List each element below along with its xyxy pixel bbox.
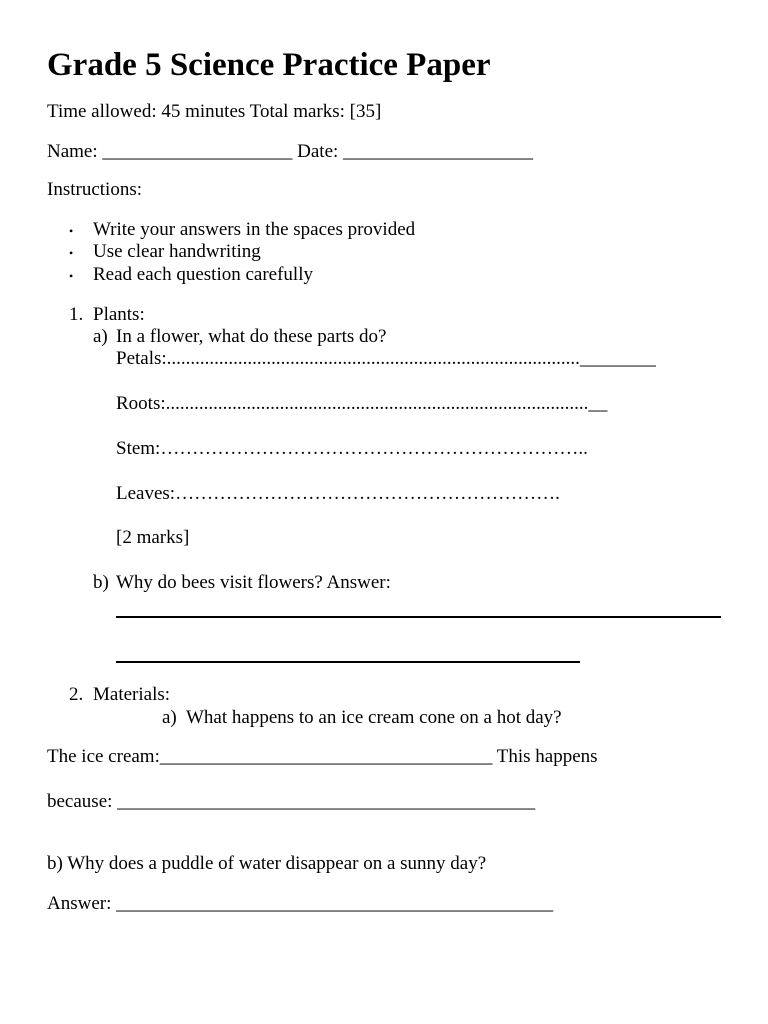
- instructions-heading: Instructions:: [47, 179, 142, 200]
- page-title: Grade 5 Science Practice Paper: [47, 47, 491, 83]
- name-date-line: Name: ____________________ Date: ____________________: [47, 141, 534, 162]
- petals-answer-line: Petals:.......................................................................................________: [116, 348, 656, 369]
- instruction-item: Read each question carefully: [93, 264, 313, 285]
- question-1b-text: Why do bees visit flowers? Answer:: [116, 572, 391, 593]
- roots-answer-line: Roots:.........................................................................................__: [116, 393, 608, 414]
- question-1-title: Plants:: [93, 304, 145, 325]
- answer-line: [116, 616, 721, 618]
- stem-answer-line: Stem:…………………………………………………………..: [116, 438, 588, 459]
- answer-line: [116, 661, 580, 663]
- leaves-answer-line: Leaves:…………………………………………………….: [116, 483, 560, 504]
- question-1a-marks: [2 marks]: [116, 527, 190, 548]
- question-2-number: 2.: [69, 684, 84, 705]
- question-1-number: 1.: [69, 304, 84, 325]
- question-1b-letter: b): [93, 572, 109, 593]
- question-2-title: Materials:: [93, 684, 171, 705]
- question-2a-letter: a): [162, 707, 177, 728]
- ice-cream-answer-line: The ice cream:___________________________________ This happens: [47, 746, 598, 767]
- question-2a-text: What happens to an ice cream cone on a hot day?: [186, 707, 562, 728]
- question-1a-letter: a): [93, 326, 108, 347]
- question-1a-text: In a flower, what do these parts do?: [116, 326, 387, 347]
- bullet-icon: •: [69, 269, 74, 283]
- instruction-item: Write your answers in the spaces provided: [93, 219, 416, 240]
- time-and-marks: Time allowed: 45 minutes Total marks: [35]: [47, 101, 382, 122]
- question-2b-text: b) Why does a puddle of water disappear on a sunny day?: [47, 853, 487, 874]
- instruction-item: Use clear handwriting: [93, 241, 261, 262]
- because-answer-line: because: ____________________________________________: [47, 791, 536, 812]
- question-2b-answer-line: Answer: ______________________________________________: [47, 893, 554, 914]
- bullet-icon: •: [69, 224, 74, 238]
- bullet-icon: •: [69, 246, 74, 260]
